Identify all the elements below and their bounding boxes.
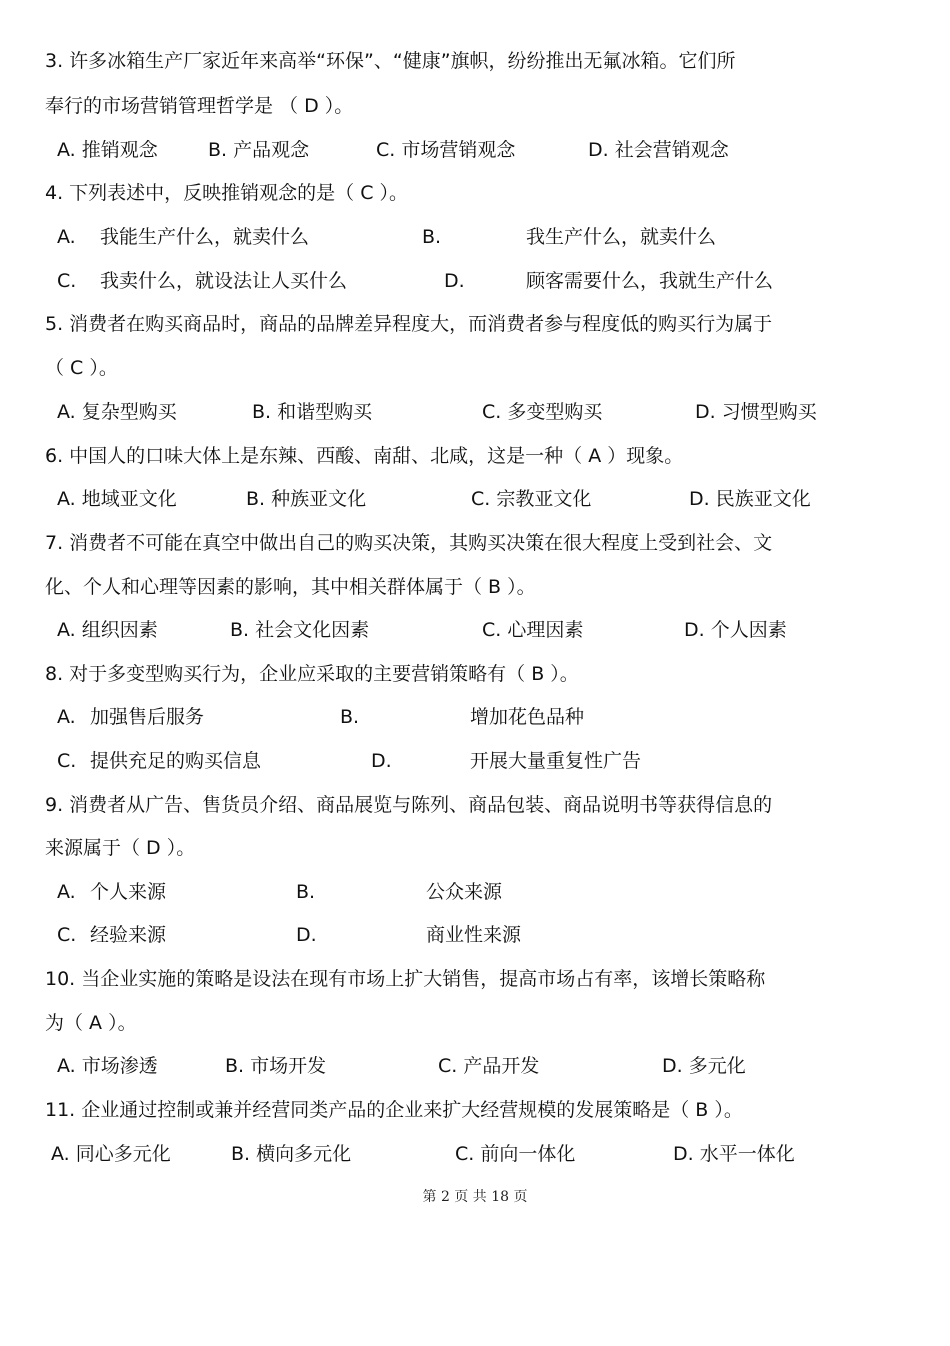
option-b: B. 横向多元化 [231,1143,352,1165]
question-7-text-cont: 化、个人和心理等因素的影响，其中相关群体属于（ B ）。 [45,576,536,598]
option-d: D. 民族亚文化 [689,488,811,510]
question-7-text: 7. 消费者不可能在真空中做出自己的购买决策，其购买决策在很大程度上受到社会、文 [45,532,773,554]
question-3-text-cont: 奉行的市场营销管理哲学是 （ D ）。 [45,95,354,117]
option-b-letter: B. [422,226,442,248]
option-d-text: 顾客需要什么，我就生产什么 [526,270,774,292]
option-d: D. 多元化 [662,1055,746,1077]
page-number: 第 2 页 共 18 页 [422,1189,528,1205]
question-8-text: 8. 对于多变型购买行为，企业应采取的主要营销策略有（ B ）。 [45,663,579,685]
question-5-text-cont: （ C ）。 [45,357,118,379]
option-d: D. 社会营销观念 [588,139,729,161]
question-10-text: 10. 当企业实施的策略是设法在现有市场上扩大销售，提高市场占有率，该增长策略称 [45,968,766,990]
option-a-letter: A. [57,226,76,248]
option-a-letter: A. [57,706,76,728]
option-d-letter: D. [296,924,317,946]
option-a: A. 市场渗透 [57,1055,158,1077]
option-d: D. 习惯型购买 [695,401,817,423]
option-d-letter: D. [444,270,465,292]
option-d-letter: D. [371,750,392,772]
option-a-text: 加强售后服务 [90,706,205,728]
question-6-text: 6. 中国人的口味大体上是东辣、西酸、南甜、北咸，这是一种（ A ）现象。 [45,445,684,467]
option-c-letter: C. [57,270,77,292]
option-c: C. 产品开发 [438,1055,540,1077]
option-c-letter: C. [57,924,77,946]
option-a: A. 同心多元化 [51,1143,171,1165]
option-b: B. 和谐型购买 [252,401,373,423]
option-a-text: 个人来源 [90,881,167,903]
option-c: C. 市场营销观念 [376,139,516,161]
option-b-text: 我生产什么，就卖什么 [526,226,717,248]
option-c: C. 前向一体化 [455,1143,576,1165]
question-9-text: 9. 消费者从广告、售货员介绍、商品展览与陈列、商品包装、商品说明书等获得信息的 [45,794,773,816]
option-c-text: 提供充足的购买信息 [90,750,262,772]
option-d: D. 个人因素 [684,619,787,641]
question-5-text: 5. 消费者在购买商品时，商品的品牌差异程度大，而消费者参与程度低的购买行为属于 [45,313,773,335]
question-11-text: 11. 企业通过控制或兼并经营同类产品的企业来扩大经营规模的发展策略是（ B ）。 [45,1099,743,1121]
question-4-text: 4. 下列表述中，反映推销观念的是（ C ）。 [45,182,409,204]
option-b: B. 种族亚文化 [246,488,367,510]
option-b-text: 公众来源 [426,881,503,903]
option-c: C. 宗教亚文化 [471,488,592,510]
option-b-letter: B. [296,881,316,903]
option-d-text: 开展大量重复性广告 [470,750,642,772]
option-a-letter: A. [57,881,76,903]
option-b: B. 产品观念 [208,139,310,161]
option-b-letter: B. [340,706,360,728]
option-a: A. 地域亚文化 [57,488,177,510]
option-d-text: 商业性来源 [426,924,522,946]
question-3-text: 3. 许多冰箱生产厂家近年来高举“环保”、“健康”旗帜，纷纷推出无氟冰箱。它们所 [45,50,736,72]
option-a: A. 复杂型购买 [57,401,177,423]
option-a: A. 组织因素 [57,619,158,641]
option-a-text: 我能生产什么，就卖什么 [100,226,310,248]
option-c: C. 多变型购买 [482,401,603,423]
option-c: C. 心理因素 [482,619,584,641]
option-c-text: 我卖什么，就设法让人买什么 [100,270,348,292]
option-d: D. 水平一体化 [673,1143,795,1165]
option-c-letter: C. [57,750,77,772]
option-a: A. 推销观念 [57,139,158,161]
question-10-text-cont: 为（ A ）。 [45,1012,137,1034]
option-c-text: 经验来源 [90,924,167,946]
option-b: B. 社会文化因素 [230,619,370,641]
option-b: B. 市场开发 [225,1055,327,1077]
option-b-text: 增加花色品种 [470,706,585,728]
question-9-text-cont: 来源属于（ D ）。 [45,837,196,859]
